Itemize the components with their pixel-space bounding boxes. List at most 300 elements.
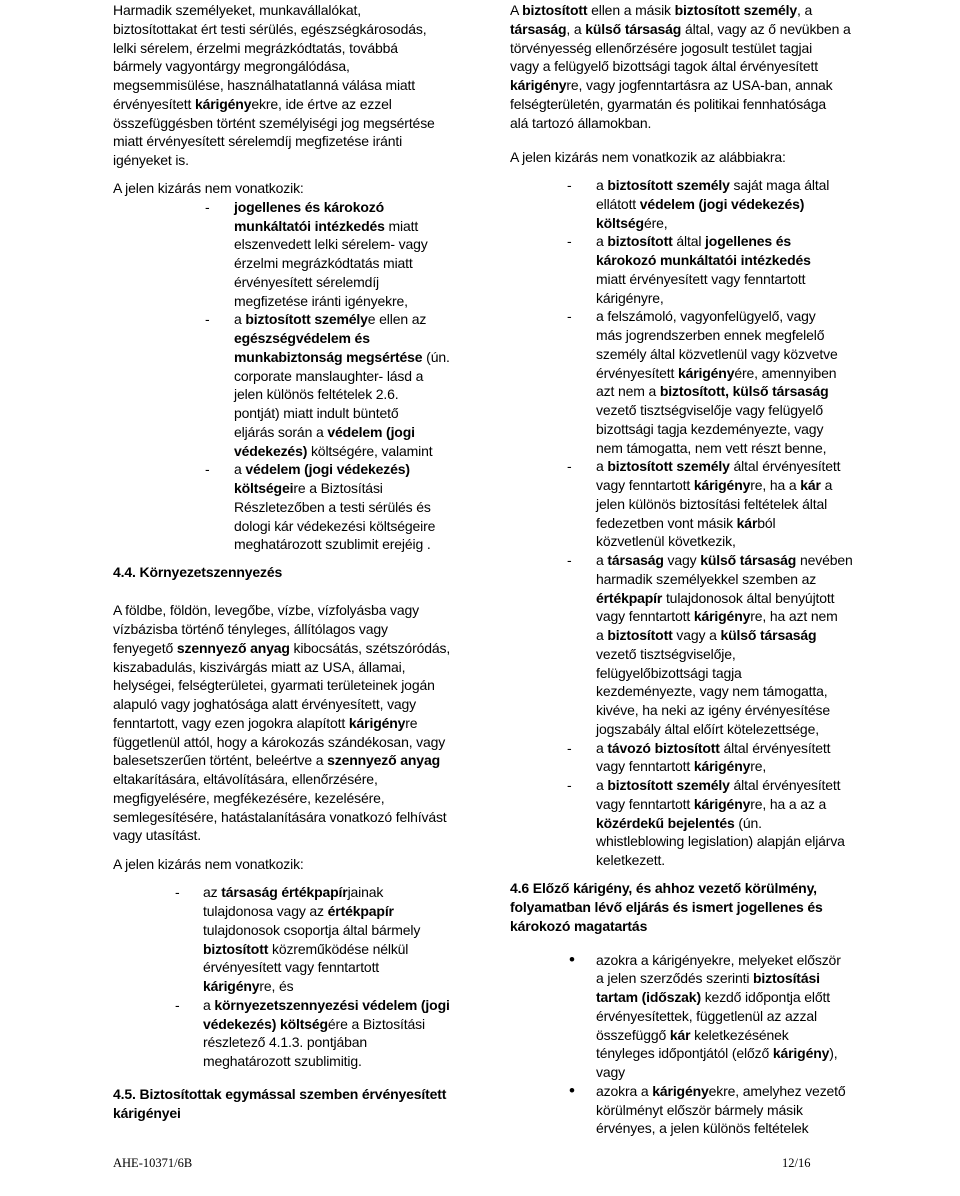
text-run: függetlenül attól, hogy a károkozás szándékosan, vagy [113,733,446,750]
text-run: A jelen kizárás nem vonatkozik: [113,856,304,873]
text-line [596,195,950,214]
text-line [596,457,950,476]
text-line [596,739,950,758]
document-id: AHE-10371/6B [113,1156,193,1170]
text-run: a [234,461,246,478]
text-line [596,532,950,551]
bold-term: tartam (időszak) [596,989,701,1005]
text-line [596,757,950,776]
bold-term: védekezés) [234,442,308,459]
text-run: összefüggésben történt személyiségi jog megsértése [113,114,435,131]
bold-term: biztosított, külső társaság [659,383,829,400]
text-line [113,39,493,58]
bold-term: károkozó magatartás [510,917,648,934]
text-run: a [234,311,246,328]
list-bullet: • [569,1080,575,1100]
text-run: a [596,458,608,475]
bold-term: biztosított [522,2,588,18]
bold-term: környezetszennyezési védelem (jogi [214,996,450,1013]
bold-term: értékpapír [596,589,663,606]
prior-claim-bullet-item [510,1082,950,1138]
bold-term: társaság [607,552,664,568]
text-line [510,57,950,76]
text-line [510,898,950,917]
text-line [596,1101,950,1120]
text-run: A földbe, földön, levegőbe, vízbe, vízfolyásba vagy [113,602,419,619]
text-run: alapuló vagy joghatósága alatt érvényesített, vagy [113,696,417,712]
text-line [596,382,950,401]
text-run: eljárás során a [234,423,328,440]
text-run: vagy fenntartott [596,608,694,625]
bold-term: külső társaság [720,627,817,643]
exclusion-not-applicable-label [113,855,493,874]
text-run: re, [750,758,767,775]
text-run: re a Biztosítási [293,480,383,496]
list-dash: - [567,458,572,475]
text-run: vezető tisztségviselője, [596,645,736,662]
text-run: érvényesítettek, függetlenül az azzal [596,1007,817,1024]
bold-term: 4.5. Biztosítottak egymással szemben érvényesített [113,1086,447,1103]
text-run: azt nem a [596,383,660,400]
text-run: vagy a felügyelő bizottsági tagok által érvényesített [510,58,819,75]
text-run: harmadik személyekkel szemben az [596,570,817,587]
list-dash: - [567,177,572,193]
text-line [596,345,950,364]
text-run: corporate manslaughter- lásd a [234,367,424,384]
text-run: ére, [643,214,668,231]
text-run: vízbázisba történő tényleges, állítólagos vagy [113,621,388,637]
text-line [113,1,493,20]
text-line [113,789,493,808]
bold-term: kárigény [693,758,751,775]
text-run: meghatározott szublimitig. [203,1053,362,1069]
text-run: megfizetése iránti igényekre, [234,292,408,309]
bold-term: kárigény [772,1045,830,1062]
bold-term: egészségvédelem és [234,330,370,346]
text-line [596,776,950,795]
text-line [234,385,493,404]
text-line [113,57,493,76]
text-run: vagy fenntartott [596,795,694,812]
text-run: igényeket is. [113,152,189,168]
section-heading-4-4 [113,563,493,582]
text-run: a [596,627,608,643]
text-run: által [672,233,706,250]
text-run: dologi kár védekezési költségeire [234,517,436,534]
bold-term: társaság értékpapír [221,884,348,901]
text-line [234,273,493,292]
text-run: eltakarítására, eltávolítására, ellenőrzésére, [113,771,378,787]
text-run: ), [829,1045,838,1062]
text-line [113,620,493,639]
text-line [113,179,493,198]
text-run: érvényesített sérelemdíj [234,273,380,290]
text-run: vezető tisztségviselője vagy felügyelő [596,402,823,418]
text-run: ére, amennyiben [734,364,837,381]
bold-term: értékpapír [327,903,394,919]
text-line [596,232,950,251]
list-dash: - [175,884,180,901]
prior-claim-bullet-item [510,951,950,1082]
text-line [203,1015,493,1034]
bold-term: kárigény [693,608,751,625]
text-run: re, vagy jogfenntartásra az USA-ban, annak [566,77,833,93]
text-line [510,20,950,39]
text-run: a [203,996,215,1013]
text-run: a [596,233,608,250]
text-run: whistleblowing legislation) alapján eljárva [596,833,845,850]
exclusion-exception-item [113,198,493,311]
text-run: megsemmisülése, használhatatlanná válása miatt [113,77,416,93]
exclusion-exception-item [113,883,493,996]
text-run: érvényesített vagy fenntartott [203,959,380,976]
text-line [234,367,493,386]
text-run: miatt [384,217,419,234]
text-run: által érvényesített [729,458,841,475]
text-run: fenntartott, vagy ezen jogokra alapított [113,714,349,731]
bold-term: kárigény [194,95,252,112]
bold-term: biztosított [607,627,673,643]
text-run: ekre, ide értve az ezzel [251,95,392,112]
text-run: ére a Biztosítási [327,1015,425,1032]
text-line [203,902,493,921]
text-run: re, ha a az a [750,795,827,812]
text-line [234,535,493,554]
text-run: pontját) miatt indult büntető [234,405,399,421]
text-run: kiszabadulás, kiszivárgás miatt az USA, államai, [113,658,406,675]
text-line [596,814,950,833]
environmental-pollution-paragraph [113,601,493,845]
text-line [596,1044,950,1063]
list-dash: - [175,996,180,1013]
bold-term: biztosítási [753,970,820,987]
text-run: lelki sérelem, érzelmi megrázkódtatás, továbbá [113,39,398,56]
text-line [113,1104,493,1123]
text-line [596,214,950,233]
text-run: vagy a [672,627,721,643]
list-bullet: • [569,949,575,969]
list-dash: - [567,552,572,568]
bold-term: károkozó munkáltatói intézkedés [596,252,811,268]
text-run: a [596,777,608,793]
text-line [234,235,493,254]
text-run: felügyelőbizottsági tagja [596,664,742,681]
bold-term: kárigény [348,714,406,731]
exclusion-exception-item [510,776,950,870]
list-dash: - [567,739,572,756]
bold-term: költségei [234,480,294,496]
text-line [234,348,493,367]
bold-term: biztosított személy [607,458,730,475]
text-line [113,114,493,133]
text-line [596,551,950,570]
text-line [203,1052,493,1071]
bold-term: külső társaság [700,552,797,568]
text-line [510,917,950,936]
bold-term: kár [736,514,758,531]
text-run: költségére, valamint [307,442,433,459]
text-run: által érvényesített [719,739,831,756]
text-line [510,95,950,114]
text-line [596,289,950,308]
text-run: körülményt először bármely másik [596,1101,803,1118]
text-run: elszenvedett lelki sérelem- vagy [234,236,428,253]
text-run: kárigényre, [596,289,664,306]
text-run: vagy fenntartott [596,477,694,493]
bold-term: jogellenes és [705,233,792,250]
text-run: re, és [259,978,294,994]
text-run: vagy [663,552,701,568]
text-line [203,958,493,977]
text-run: kezdeményezte, vagy nem támogatta, [596,683,828,700]
text-run: nevében [796,552,853,568]
bold-term: védelem (jogi védekezés) [245,461,410,478]
bold-term: munkáltatói intézkedés [234,217,385,234]
exclusion-exception-item [113,460,493,554]
text-run: összefüggő [596,1026,670,1043]
text-run: saját maga által [729,177,830,193]
text-line [596,645,950,664]
text-line [113,563,493,582]
bold-term: 4.4. Környezetszennyezés [113,564,283,581]
text-line [113,639,493,658]
text-line [113,20,493,39]
text-line [234,404,493,423]
text-line [234,498,493,517]
text-run: alá tartozó államokban. [510,114,652,131]
text-run: biztosítottakat ért testi sérülés, egészségkárosodás, [113,20,427,37]
exclusion-exception-item [510,176,950,232]
text-run: tulajdonosa vagy az [203,903,328,919]
text-line [234,460,493,479]
bold-term: biztosított személy [674,2,798,18]
text-line [113,714,493,733]
bold-term: költség [596,214,644,231]
list-dash: - [205,461,210,478]
list-dash: - [567,777,572,793]
text-line [113,132,493,151]
text-run: közvetlenül következik, [596,533,736,550]
bold-term: védekezés) költség [203,1015,328,1032]
exclusion-exception-item [510,457,950,551]
text-run: A [510,2,523,18]
text-run: miatt érvényesített vagy fenntartott [596,270,806,287]
text-run: a [820,477,833,493]
text-run: fenyegető [113,639,177,656]
text-run: A jelen kizárás nem vonatkozik: [113,180,304,196]
text-run: e ellen az [367,311,427,328]
text-run: Részletezőben a testi sérülés és [234,498,431,515]
text-run: a [596,739,608,756]
text-line [596,988,950,1007]
text-run: érzelmi megrázkódtatás miatt [234,255,413,271]
text-run: semlegesítésére, hatástalanítására vonatkozó felhívást [113,808,447,825]
text-run: által érvényesített [729,777,841,793]
exclusion-not-applicable-label [113,179,493,198]
text-run: fedezetben vont másik [596,514,737,531]
text-run: jelen különös feltételek 2.6. [234,386,399,403]
list-dash: - [205,311,210,328]
text-run: jelen különös biztosítási feltételek által [596,495,828,512]
text-line [596,514,950,533]
text-line [596,795,950,814]
bold-term: védelem (jogi [327,423,415,440]
text-line [113,770,493,789]
text-line [113,601,493,620]
text-line [234,479,493,498]
text-line [596,607,950,626]
text-line [203,996,493,1015]
text-line [596,439,950,458]
text-line [510,1,950,20]
text-line [203,921,493,940]
text-run: ból [757,514,776,531]
text-run: kezdő időpontja előtt [700,989,830,1005]
text-line [234,254,493,273]
bold-term: kárigény [693,795,751,812]
text-line [113,151,493,170]
text-line [596,851,950,870]
insured-vs-insured-paragraph [510,1,950,132]
exclusion-exception-item [510,551,950,739]
text-line [113,695,493,714]
bold-term: kárigényei [113,1105,181,1121]
text-run: által, vagy az ő nevükben a [681,20,851,37]
list-dash: - [567,233,572,250]
text-line [234,329,493,348]
text-line [596,401,950,420]
text-line [113,658,493,677]
text-line [234,310,493,329]
text-line [596,176,950,195]
text-run: a [596,552,608,568]
exclusion-exception-item [113,310,493,460]
text-run: bármely vagyontárgy megrongálódása, [113,58,350,75]
text-line [596,626,950,645]
text-line [596,476,950,495]
text-run: azokra a [596,1082,653,1099]
bold-term: biztosított [203,940,269,957]
text-run: felségterületén, gyarmatán és politikai fennhatósága [510,95,826,112]
bold-term: biztosított személy [607,177,730,193]
bold-term: kárigény [652,1082,709,1099]
text-line [113,733,493,752]
text-line [596,832,950,851]
exclusion-exception-item [113,996,493,1071]
bold-term: 4.6 Előző kárigény, és ahhoz vezető körülmény, [510,880,817,896]
text-run: keletkezésének [690,1026,789,1043]
text-run: a jelen szerződés szerinti [596,970,754,987]
text-run: A jelen kizárás nem vonatkozik az alábbiakra: [510,149,786,165]
bold-term: védelem (jogi védekezés) [639,195,805,212]
text-run: személy által közvetlenül vagy közvetve [596,345,838,362]
bold-term: közérdekű bejelentés [596,814,735,831]
text-run: re [405,714,418,731]
text-line [113,95,493,114]
bold-term: kárigény [510,77,567,93]
text-run: tulajdonosok által benyújtott [662,589,835,606]
text-line [596,1063,950,1082]
text-line [113,808,493,827]
list-dash: - [567,308,572,325]
text-run: ellátott [596,195,640,212]
text-line [203,1033,493,1052]
text-line [234,198,493,217]
bold-term: kárigény [677,364,735,381]
bold-term: távozó biztosított [607,739,720,756]
text-run: vagy [596,1064,625,1080]
exclusion-exception-item [510,739,950,777]
text-line [596,570,950,589]
right-column [510,1,950,1138]
text-run: miatt érvényesített sérelemdíj megfizetése iránti [113,133,403,150]
page-number: 12/16 [782,1156,811,1170]
text-line [510,76,950,95]
text-run: részletező 4.1.3. pontjában [203,1034,368,1051]
list-dash: - [205,198,210,215]
text-line [510,879,950,898]
text-run: balesetszerűen történt, beleértve a [113,752,328,769]
text-run: bizottsági tagja kezdeményezte, vagy [596,420,824,437]
text-run: ellen a másik [587,2,675,18]
text-run: ekre, amelyhez vezető [708,1082,846,1099]
text-line [113,826,493,845]
text-run: , a [797,2,813,18]
text-line [113,751,493,770]
text-run: jogszabály által előírt kötelezettsége, [596,720,819,737]
text-run: érvényesített [596,364,678,381]
text-line [234,217,493,236]
text-line [510,39,950,58]
text-run: kivéve, ha neki az igény érvényesítése [596,702,830,718]
text-line [234,442,493,461]
text-line [203,883,493,902]
text-line [113,1085,493,1104]
text-line [234,423,493,442]
text-run: vagy fenntartott [596,758,694,775]
bold-term: kár [669,1026,691,1043]
text-run: nem támogatta, nem vett részt benne, [596,439,827,456]
text-run: tényleges időpontjától (előző [596,1045,773,1062]
text-run: (ún. [422,348,450,365]
bold-term: biztosított [607,233,673,250]
bold-term: folyamatban lévő eljárás és ismert jogellenes és [510,898,823,915]
bold-term: szennyező anyag [176,639,290,656]
text-run: érvényesített [113,95,195,112]
exclusion-not-applicable-label [510,148,950,167]
text-run: , a [566,20,586,37]
text-line [203,940,493,959]
text-run: kibocsátás, szétszóródás, [289,639,451,656]
text-line [234,292,493,311]
text-line [596,364,950,383]
text-run: megfigyelésére, megfékezésére, kezelésére, [113,789,385,806]
bold-term: biztosított személy [607,777,730,793]
text-run: más jogrendszerben ennek megfelelő [596,327,825,343]
text-line [510,114,950,133]
text-line [596,682,950,701]
text-line [596,1007,950,1026]
text-line [596,1082,950,1101]
text-run: re, ha a [750,477,801,493]
bold-term: biztosított személy [245,311,368,328]
text-line [596,720,950,739]
text-line [596,1026,950,1045]
text-run: érvényes, a jelen különös feltételek [596,1120,809,1137]
text-line [510,148,950,167]
text-run: Harmadik személyeket, munkavállalókat, [113,2,361,18]
text-run: közreműködése nélkül [268,940,409,957]
